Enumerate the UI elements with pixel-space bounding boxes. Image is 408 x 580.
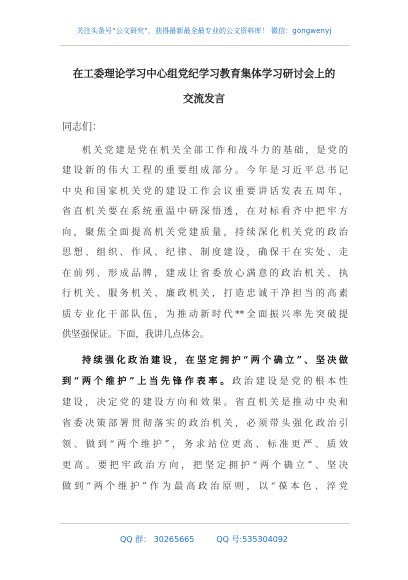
paragraph-1-line: 中央和国家机关党的建设工作会议重要讲话发表五周年， — [62, 186, 348, 197]
paragraph-2-line: 领、做到“两个维护”，务求站位更高、标准更严、质效 — [62, 439, 348, 450]
paragraph-1-line: 建设新的伟大工程的重要组成部分。今年是习近平总书记 — [62, 165, 348, 176]
salutation: 同志们： — [62, 122, 102, 133]
paragraph-2-bold-heading: 到“两个维护”上当先锋作表率。 — [62, 376, 233, 387]
paragraph-1-line: 质专业化干部队伍，为推动新时代**全面振兴率先突破提 — [62, 309, 348, 320]
paragraph-2-text: 政治建设是党的根本性 — [232, 376, 348, 387]
paragraph-1-line: 行机关、服务机关、廉政机关，打造忠诚干净担当的高素 — [62, 288, 348, 299]
paragraph-1-line: 在前列、形成品牌，建成让省委放心满意的政治机关、执 — [62, 268, 348, 279]
paragraph-2-line: 建设，决定党的建设方向和效果。省直机关是推动中央和 — [62, 397, 348, 408]
paragraph-1-line: 机关党建是党在机关全部工作和战斗力的基础，是党的 — [82, 145, 348, 156]
paragraph-2-heading-line — [82, 352, 348, 366]
paragraph-2-line: 更高。要把牢政治方向，把坚定拥护“两个确立”、坚决 — [62, 460, 348, 471]
footer-qq-group[interactable]: QQ 群： 30265665 — [119, 535, 195, 544]
paragraph-2-bold-heading: 持续强化政治建设，在坚定拥护“两个确立”、坚决做 — [82, 355, 348, 366]
paragraph-1-line: 供坚强保证。下面，我讲几点体会。 — [62, 329, 209, 340]
document-title-line-2: 交流发言 — [183, 93, 225, 105]
paragraph-1-line: 省直机关要在系统重温中研深悟透，在对标看齐中把牢方 — [62, 206, 348, 217]
paragraph-2-line — [62, 373, 348, 387]
header-divider — [60, 45, 350, 46]
paragraph-2-line: 做到“两个维护”作为最高政治原则，以“葆本色、淬党 — [62, 481, 348, 492]
header-banner[interactable]: 关注头条号“公文研究”，获得最新最全最专业的公文资料库！ 微信：gongwenyj — [76, 27, 332, 35]
paragraph-2-line: 省委决策部署贯彻落实的政治机关，必须带头强化政治引 — [62, 418, 348, 429]
footer-contact — [0, 534, 408, 545]
document-title-line-1: 在工委理论学习中心组党纪学习教育集体学习研讨会上的 — [72, 68, 336, 80]
footer-qq-number[interactable]: QQ 号:535304092 — [216, 535, 289, 544]
footer-divider — [60, 523, 350, 524]
paragraph-1-line: 思想、组织、作风、纪律、制度建设，确保干在实处、走 — [62, 247, 348, 258]
paragraph-1-line: 向，聚焦全面提高机关党建质量，持续深化机关党的政治 — [62, 227, 348, 238]
